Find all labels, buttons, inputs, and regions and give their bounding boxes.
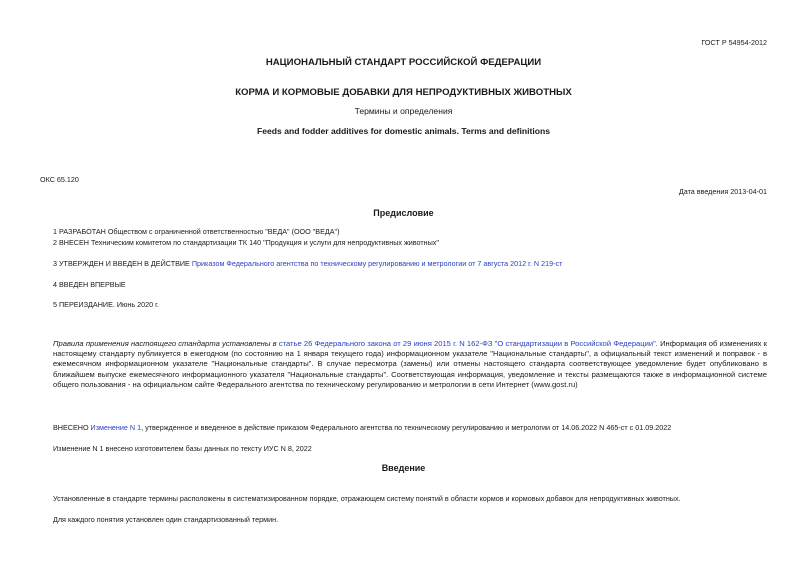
introduction-heading: Введение bbox=[381, 463, 426, 473]
foreword-item-3 bbox=[53, 259, 562, 269]
foreword-item-1: 1 РАЗРАБОТАН Обществом с ограниченной ответственностью "ВЕДА" (ООО "ВЕДА") bbox=[53, 227, 340, 236]
amendment-link[interactable]: Изменение N 1 bbox=[90, 423, 142, 432]
amendment-note: Изменение N 1 внесено изготовителем базы данных по тексту ИУС N 8, 2022 bbox=[53, 444, 312, 453]
introduction-para-1: Установленные в стандарте термины расположены в систематизированном порядке, отражающем систему понятий в области кормов и кормовых добавок для непродуктивных животных. bbox=[53, 494, 681, 503]
oks-code: ОКС 65.120 bbox=[40, 175, 79, 184]
approval-order-link[interactable]: Приказом Федерального агентства по техническому регулированию и метрологии от 7 августа 2012 г. N 219-ст bbox=[191, 259, 563, 268]
foreword-item-5: 5 ПЕРЕИЗДАНИЕ. Июнь 2020 г. bbox=[53, 300, 159, 309]
amendment-line bbox=[53, 423, 671, 433]
amendment-rest: , утвержденное и введенное в действие приказом Федерального агентства по техническому регулированию и метрологии от 14.06.2022 N 465-ст с 01.09.2022 bbox=[141, 423, 672, 432]
rules-rest-text: . Информация об изменениях к настоящему стандарту публикуется в ежегодном (по состоянию на 1 января текущего года) информационном указателе "Национальные стандарты", а официальный текст изменений и поправок - в ежемесячном информационном указателе "Национальные стандарты". В случае пересмотра (замены) или отмены настоящего стандарта соответствующее уведомление будет опубликовано в ближайшем выпуске ежемесячного информационного указателя "Национальные стандарты". Соответствующая информация, уведомление и тексты размещаются также в информационной системе общего пользования - на официальном сайте Федерального агентства по техническому регулированию и метрологии в сети Интернет (www.gost.ru) bbox=[53, 339, 767, 389]
introduction-para-2: Для каждого понятия установлен один стандартизованный термин. bbox=[53, 515, 279, 524]
rules-italic-text: Правила применения настоящего стандарта установлены в bbox=[53, 339, 279, 348]
federal-law-link[interactable]: статье 26 Федерального закона от 29 июня 2015 г. N 162-ФЗ "О стандартизации в Российской Федерации" bbox=[278, 339, 656, 348]
standard-name-ru: КОРМА И КОРМОВЫЕ ДОБАВКИ ДЛЯ НЕПРОДУКТИВНЫХ ЖИВОТНЫХ bbox=[235, 87, 572, 98]
foreword-item-2: 2 ВНЕСЕН Техническим комитетом по стандартизации ТК 140 "Продукция и услуги для непродуктивных животных" bbox=[53, 238, 439, 247]
standard-subtitle-ru: Термины и определения bbox=[354, 106, 453, 116]
doc-code: ГОСТ Р 54954-2012 bbox=[701, 38, 767, 47]
intro-date: Дата введения 2013-04-01 bbox=[678, 187, 767, 196]
standard-name-en: Feeds and fodder additives for domestic animals. Terms and definitions bbox=[256, 126, 551, 136]
amendment-prefix: ВНЕСЕНО bbox=[53, 423, 91, 432]
rules-paragraph bbox=[53, 339, 767, 390]
foreword-heading: Предисловие bbox=[373, 208, 434, 218]
foreword-item-4: 4 ВВЕДЕН ВПЕРВЫЕ bbox=[53, 280, 126, 289]
standard-type-title: НАЦИОНАЛЬНЫЙ СТАНДАРТ РОССИЙСКОЙ ФЕДЕРАЦИИ bbox=[265, 57, 542, 68]
foreword-item-3-prefix: 3 УТВЕРЖДЕН И ВВЕДЕН В ДЕЙСТВИЕ bbox=[53, 259, 192, 268]
